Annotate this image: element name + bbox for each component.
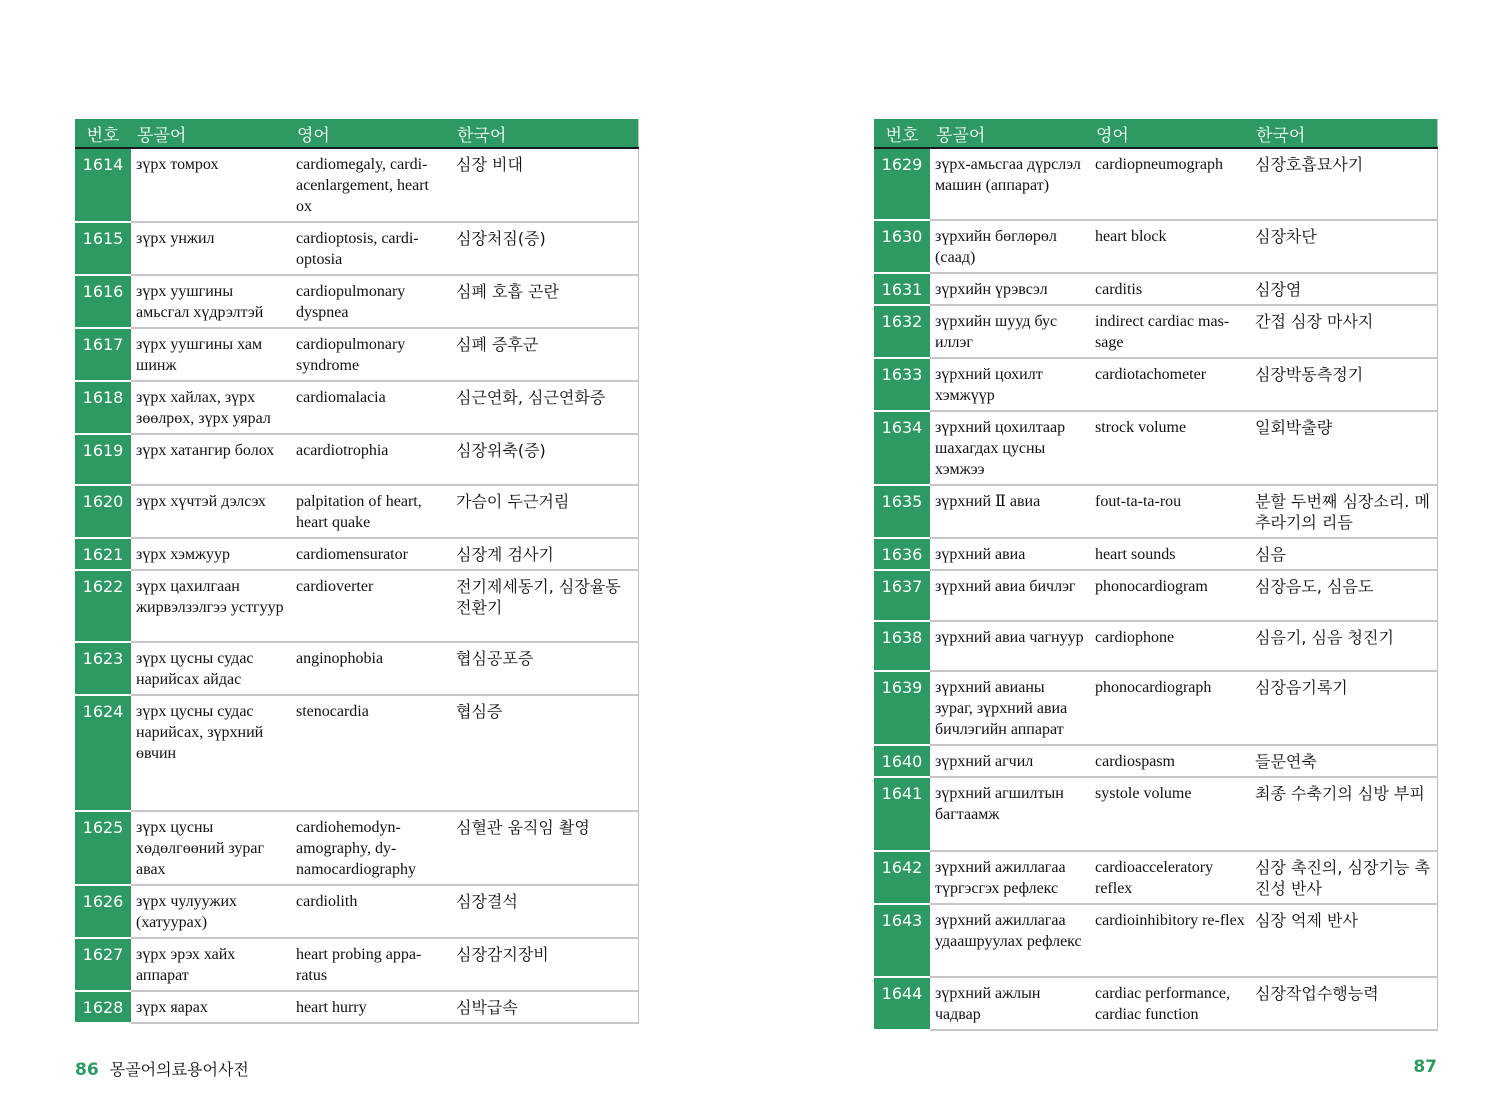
table-row [75, 642, 638, 695]
entry-number: 1623 [75, 642, 131, 695]
left-page-number: 86 [75, 1060, 99, 1080]
english-term: strock volume [1090, 411, 1250, 485]
mongolian-term: зүрх хатангир болох [131, 434, 291, 485]
english-term: heart probing appa-ratus [291, 938, 451, 991]
table-body-left [75, 148, 638, 1023]
korean-term: 분할 두번째 심장소리. 메추라기의 리듬 [1250, 485, 1437, 538]
table-row [75, 222, 638, 275]
table-row [874, 977, 1437, 1030]
mongolian-term: зүрхний агшилтын багтаамж [930, 777, 1090, 851]
mongolian-term: зүрхний цохилт хэмжүүр [930, 358, 1090, 411]
entry-number: 1634 [874, 411, 930, 485]
table-row [75, 695, 638, 811]
table-row [874, 777, 1437, 851]
header-mongolian: 몽골어 [131, 119, 291, 148]
table-row [75, 538, 638, 570]
korean-term: 심장염 [1250, 273, 1437, 305]
korean-term: 간접 심장 마사지 [1250, 305, 1437, 358]
entry-number: 1638 [874, 621, 930, 671]
mongolian-term: зүрх цусны судас нарийсах, зүрхний өвчин [131, 695, 291, 811]
english-term: palpitation of heart, heart quake [291, 485, 451, 538]
english-term: cardiopneumograph [1090, 148, 1250, 220]
entry-number: 1619 [75, 434, 131, 485]
table-row [874, 358, 1437, 411]
mongolian-term: зүрх эрэх хайх аппарат [131, 938, 291, 991]
mongolian-term: зүрхийн шууд бус иллэг [930, 305, 1090, 358]
english-term: heart block [1090, 220, 1250, 273]
english-term: cardiolith [291, 885, 451, 938]
korean-term: 심장음기록기 [1250, 671, 1437, 745]
entry-number: 1640 [874, 745, 930, 777]
english-term: cardiac performance, cardiac function [1090, 977, 1250, 1030]
table-row [874, 570, 1437, 621]
table-body-right [874, 148, 1437, 1030]
mongolian-term: зүрхний цохилтаар шахагдах цусны хэмжээ [930, 411, 1090, 485]
english-term: phonocardiogram [1090, 570, 1250, 621]
header-mongolian: 몽골어 [930, 119, 1090, 148]
table-row [874, 851, 1437, 904]
table-row [874, 538, 1437, 570]
footer-left [75, 1057, 249, 1080]
korean-term: 가슴이 두근거림 [451, 485, 638, 538]
entry-number: 1616 [75, 275, 131, 328]
table-row [874, 621, 1437, 671]
entry-number: 1636 [874, 538, 930, 570]
english-term: fout-ta-ta-rou [1090, 485, 1250, 538]
korean-term: 최종 수축기의 심방 부피 [1250, 777, 1437, 851]
english-term: systole volume [1090, 777, 1250, 851]
korean-term: 심장감지장비 [451, 938, 638, 991]
table-header-row [874, 119, 1437, 148]
table-row [75, 148, 638, 222]
mongolian-term: зүрхний авианы зураг, зүрхний авиа бичлэгийн аппарат [930, 671, 1090, 745]
korean-term: 전기제세동기, 심장율동 전환기 [451, 570, 638, 642]
korean-term: 심장호흡묘사기 [1250, 148, 1437, 220]
right-page-number: 87 [1413, 1057, 1437, 1077]
korean-term: 심음 [1250, 538, 1437, 570]
english-term: cardiohemodyn-amography, dy-namocardiography [291, 811, 451, 885]
entry-number: 1622 [75, 570, 131, 642]
table-row [75, 485, 638, 538]
korean-term: 들문연축 [1250, 745, 1437, 777]
mongolian-term: зүрх чулуужих (хатуурах) [131, 885, 291, 938]
english-term: indirect cardiac mas-sage [1090, 305, 1250, 358]
mongolian-term: зүрхний ажиллагаа удаашруулах рефлекс [930, 904, 1090, 977]
dictionary-table-left [75, 119, 639, 1024]
korean-term: 협심증 [451, 695, 638, 811]
mongolian-term: зүрхний авиа бичлэг [930, 570, 1090, 621]
entry-number: 1618 [75, 381, 131, 434]
english-term: cardiopulmonary syndrome [291, 328, 451, 381]
korean-term: 심장 억제 반사 [1250, 904, 1437, 977]
entry-number: 1639 [874, 671, 930, 745]
english-term: heart hurry [291, 991, 451, 1023]
table-row [75, 434, 638, 485]
entry-number: 1627 [75, 938, 131, 991]
table-row [75, 991, 638, 1023]
mongolian-term: зүрхний агчил [930, 745, 1090, 777]
mongolian-term: зүрхийн бөглөрөл (саад) [930, 220, 1090, 273]
mongolian-term: зүрхийн үрэвсэл [930, 273, 1090, 305]
mongolian-term: зүрхний Ⅱ авиа [930, 485, 1090, 538]
mongolian-term: зүрх уушгины амьсгал хүдрэлтэй [131, 275, 291, 328]
english-term: acardiotrophia [291, 434, 451, 485]
dictionary-table-right [874, 119, 1438, 1031]
english-term: cardiotachometer [1090, 358, 1250, 411]
header-number: 번호 [75, 119, 131, 148]
mongolian-term: зүрх унжил [131, 222, 291, 275]
mongolian-term: зүрх яарах [131, 991, 291, 1023]
mongolian-term: зүрх хайлах, зүрх зөөлрөх, зүрх уярал [131, 381, 291, 434]
english-term: cardioacceleratory reflex [1090, 851, 1250, 904]
table-row [874, 305, 1437, 358]
korean-term: 심폐 증후군 [451, 328, 638, 381]
mongolian-term: зүрх уушгины хам шинж [131, 328, 291, 381]
english-term: cardiospasm [1090, 745, 1250, 777]
english-term: cardioptosis, cardi-optosia [291, 222, 451, 275]
entry-number: 1644 [874, 977, 930, 1030]
english-term: cardiomensurator [291, 538, 451, 570]
english-term: heart sounds [1090, 538, 1250, 570]
entry-number: 1624 [75, 695, 131, 811]
entry-number: 1635 [874, 485, 930, 538]
korean-term: 심근연화, 심근연화증 [451, 381, 638, 434]
entry-number: 1617 [75, 328, 131, 381]
korean-term: 심혈관 움직임 촬영 [451, 811, 638, 885]
english-term: stenocardia [291, 695, 451, 811]
entry-number: 1631 [874, 273, 930, 305]
entry-number: 1621 [75, 538, 131, 570]
table-row [75, 570, 638, 642]
table-row [75, 938, 638, 991]
table-row [874, 273, 1437, 305]
table-row [874, 671, 1437, 745]
header-korean: 한국어 [1250, 119, 1437, 148]
english-term: cardiophone [1090, 621, 1250, 671]
table-row [874, 220, 1437, 273]
english-term: cardioverter [291, 570, 451, 642]
english-term: cardiomegaly, cardi-acenlargement, heart ox [291, 148, 451, 222]
table-row [874, 148, 1437, 220]
entry-number: 1630 [874, 220, 930, 273]
header-english: 영어 [291, 119, 451, 148]
book-title: 몽골어의료용어사전 [109, 1060, 249, 1079]
table-row [75, 328, 638, 381]
english-term: carditis [1090, 273, 1250, 305]
mongolian-term: зүрхний ажиллагаа түргэсгэх рефлекс [930, 851, 1090, 904]
entry-number: 1614 [75, 148, 131, 222]
header-english: 영어 [1090, 119, 1250, 148]
mongolian-term: зүрх томрох [131, 148, 291, 222]
mongolian-term: зүрх хэмжуур [131, 538, 291, 570]
korean-term: 심장작업수행능력 [1250, 977, 1437, 1030]
mongolian-term: зүрхний ажлын чадвар [930, 977, 1090, 1030]
table-row [874, 411, 1437, 485]
korean-term: 심장박동측정기 [1250, 358, 1437, 411]
english-term: cardiomalacia [291, 381, 451, 434]
korean-term: 심음기, 심음 청진기 [1250, 621, 1437, 671]
korean-term: 협심공포증 [451, 642, 638, 695]
entry-number: 1626 [75, 885, 131, 938]
english-term: phonocardiograph [1090, 671, 1250, 745]
table-row [75, 275, 638, 328]
korean-term: 일회박출량 [1250, 411, 1437, 485]
korean-term: 심장 촉진의, 심장기능 촉진성 반사 [1250, 851, 1437, 904]
mongolian-term: зүрхний авиа чагнуур [930, 621, 1090, 671]
korean-term: 심장처짐(증) [451, 222, 638, 275]
table-header-row [75, 119, 638, 148]
entry-number: 1615 [75, 222, 131, 275]
table-row [75, 885, 638, 938]
entry-number: 1642 [874, 851, 930, 904]
english-term: anginophobia [291, 642, 451, 695]
english-term: cardiopulmonary dyspnea [291, 275, 451, 328]
korean-term: 심장 비대 [451, 148, 638, 222]
entry-number: 1633 [874, 358, 930, 411]
mongolian-term: зүрх-амьсгаа дүрслэл машин (аппарат) [930, 148, 1090, 220]
korean-term: 심장계 검사기 [451, 538, 638, 570]
entry-number: 1637 [874, 570, 930, 621]
korean-term: 심장위축(증) [451, 434, 638, 485]
korean-term: 심장음도, 심음도 [1250, 570, 1437, 621]
table-row [75, 811, 638, 885]
table-row [874, 745, 1437, 777]
entry-number: 1641 [874, 777, 930, 851]
entry-number: 1643 [874, 904, 930, 977]
korean-term: 심장결석 [451, 885, 638, 938]
entry-number: 1625 [75, 811, 131, 885]
header-number: 번호 [874, 119, 930, 148]
mongolian-term: зүрх цусны судас нарийсах айдас [131, 642, 291, 695]
table-row [874, 904, 1437, 977]
header-korean: 한국어 [451, 119, 638, 148]
entry-number: 1620 [75, 485, 131, 538]
mongolian-term: зүрх цахилгаан жирвэлзэлгээ устгуур [131, 570, 291, 642]
entry-number: 1632 [874, 305, 930, 358]
mongolian-term: зүрх хүчтэй дэлсэх [131, 485, 291, 538]
mongolian-term: зүрх цусны хөдөлгөөний зураг авах [131, 811, 291, 885]
table-row [75, 381, 638, 434]
korean-term: 심박급속 [451, 991, 638, 1023]
table-row [874, 485, 1437, 538]
english-term: cardioinhibitory re-flex [1090, 904, 1250, 977]
entry-number: 1628 [75, 991, 131, 1023]
korean-term: 심장차단 [1250, 220, 1437, 273]
mongolian-term: зүрхний авиа [930, 538, 1090, 570]
korean-term: 심폐 호흡 곤란 [451, 275, 638, 328]
entry-number: 1629 [874, 148, 930, 220]
